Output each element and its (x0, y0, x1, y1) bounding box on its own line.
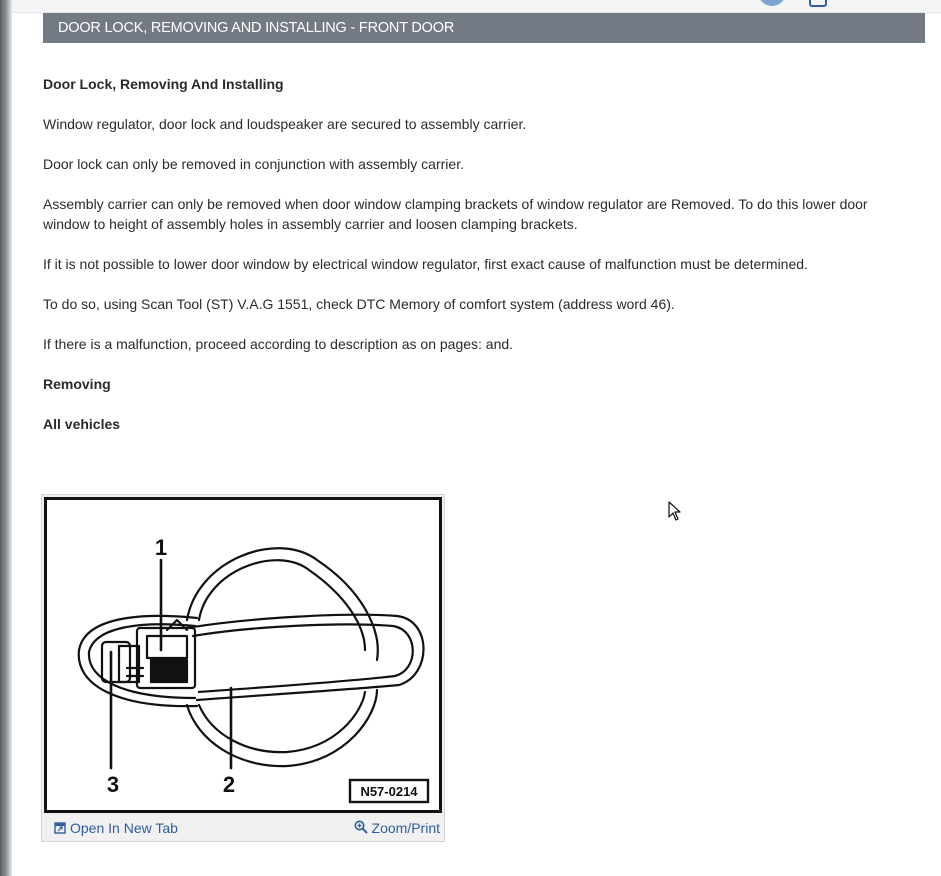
figure-actions (50, 817, 440, 839)
open-new-tab-icon (54, 822, 66, 834)
callout-1: 1 (154, 535, 168, 560)
procedure-heading: Door Lock, Removing And Installing (43, 76, 284, 92)
magnifier-icon (354, 820, 368, 834)
open-in-new-tab-link[interactable] (54, 817, 178, 839)
figure-card (41, 494, 445, 842)
door-handle-illustration[interactable] (44, 497, 442, 813)
callout-2: 2 (222, 772, 236, 797)
document-page (12, 0, 941, 876)
section-title: DOOR LOCK, REMOVING AND INSTALLING - FRONT DOOR (58, 20, 455, 36)
all-vehicles-heading: All vehicles (43, 416, 121, 432)
paragraph: Window regulator, door lock and loudspeaker are secured to assembly carrier. (43, 116, 527, 132)
section-title-bar (43, 13, 925, 43)
zoom-print-link[interactable] (354, 817, 440, 839)
toolbar-action-icon[interactable] (809, 0, 827, 7)
paragraph: If it is not possible to lower door window by electrical window regulator, first exact cause of malfunction must be determined. (43, 256, 808, 272)
mouse-cursor-icon (668, 501, 682, 521)
callout-3: 3 (106, 772, 120, 797)
zoom-print-label: Zoom/Print (371, 820, 440, 836)
paragraph: Assembly carrier can only be removed when door window clamping brackets of window regulator are Removed. To do this lower door window to height of assembly holes in assembly carrier and loosen clamping brackets. (43, 196, 868, 232)
removing-heading: Removing (43, 376, 111, 392)
top-toolbar (12, 0, 941, 13)
paragraph: Door lock can only be removed in conjunction with assembly carrier. (43, 156, 464, 172)
figure-code: N57-0214 (360, 784, 418, 799)
paragraph: If there is a malfunction, proceed according to description as on pages: and. (43, 336, 514, 352)
door-handle-drawing (47, 500, 439, 810)
left-window-edge (0, 0, 12, 876)
user-avatar-icon[interactable] (758, 0, 786, 6)
paragraph: To do so, using Scan Tool (ST) V.A.G 1551, check DTC Memory of comfort system (address word 46). (43, 296, 675, 312)
document-body (43, 74, 903, 454)
open-in-new-tab-label: Open In New Tab (70, 820, 178, 836)
